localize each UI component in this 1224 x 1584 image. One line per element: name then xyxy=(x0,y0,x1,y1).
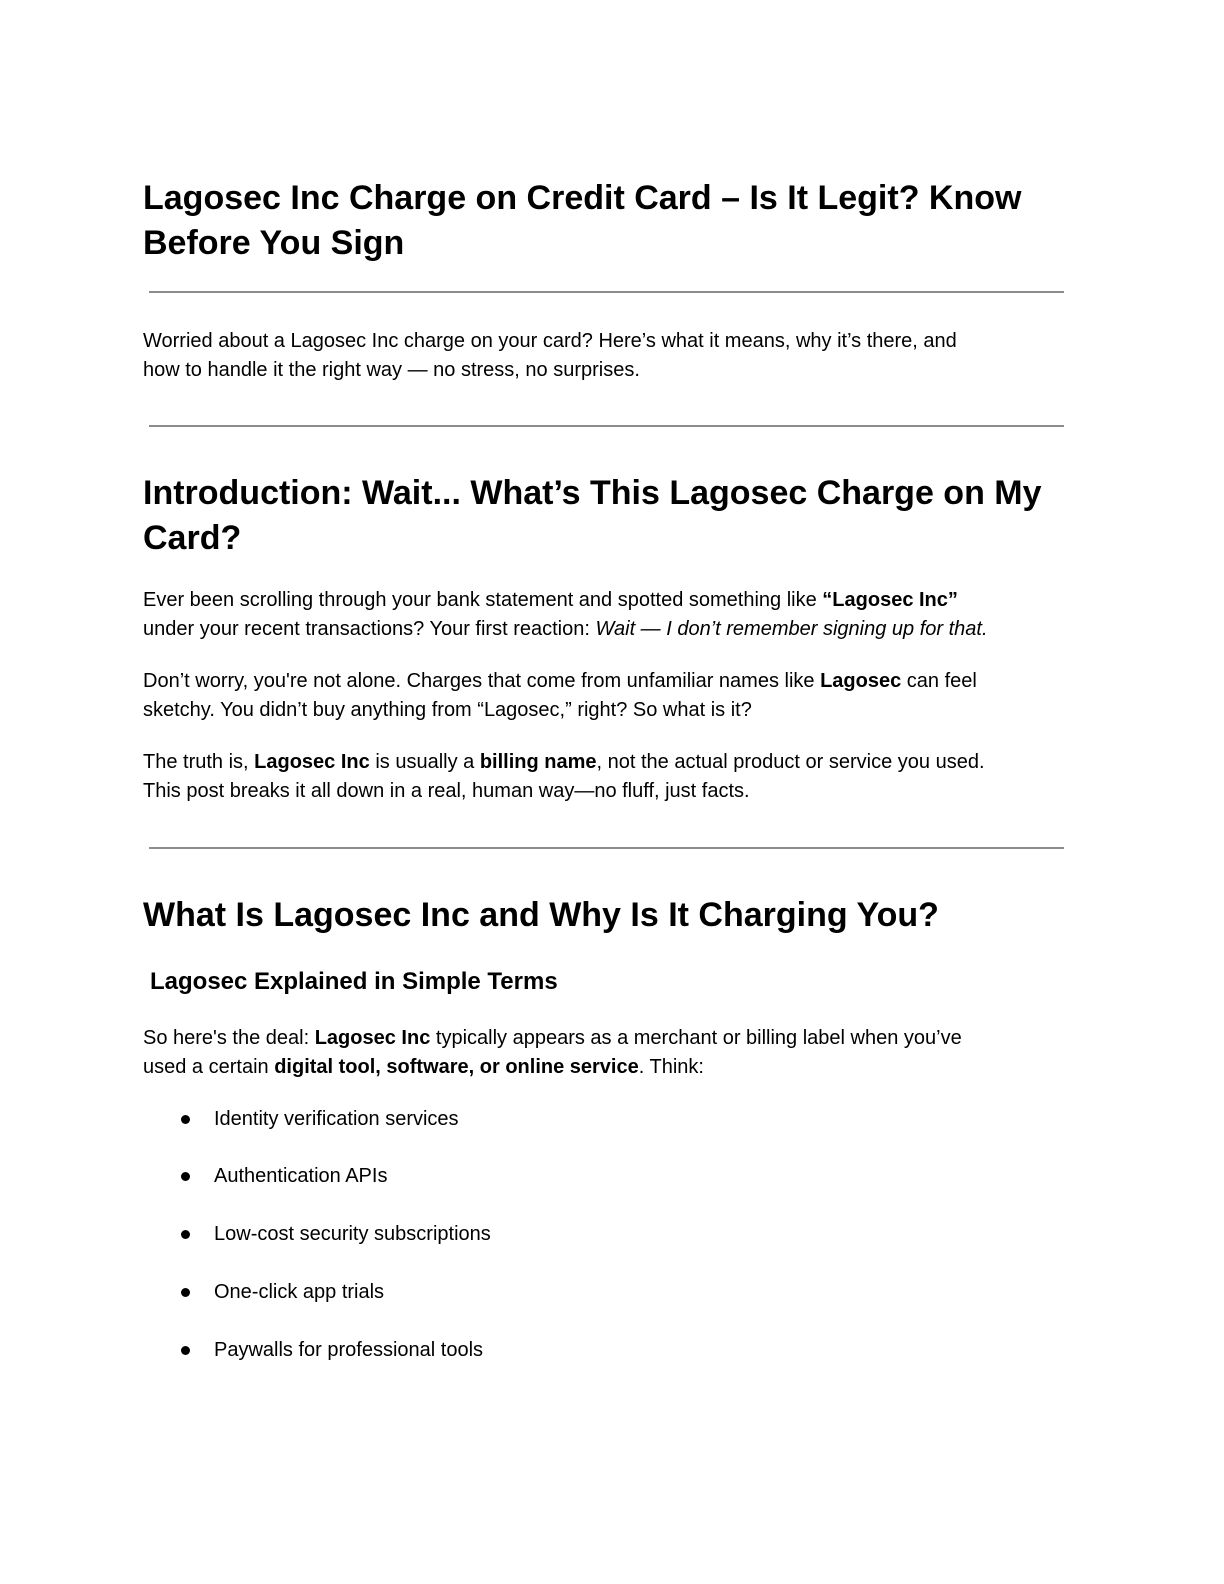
divider xyxy=(149,847,1064,849)
intro-heading xyxy=(143,471,1083,561)
intro-paragraph-1 xyxy=(143,586,1088,644)
intro-p2-text-3: sketchy. You didn’t buy anything from “Lagosec,” right? So what is it? xyxy=(143,699,752,721)
list-item-text: One-click app trials xyxy=(214,1281,385,1303)
intro-p2-text: Don’t worry, you're not alone. Charges that come from unfamiliar names like xyxy=(143,670,821,692)
intro-heading-line-2: Card? xyxy=(143,519,242,557)
intro-p3-bold: Lagosec Inc xyxy=(254,751,370,773)
intro-heading-line-1: Introduction: Wait... What’s This Lagosec Charge on My xyxy=(143,474,1042,512)
intro-paragraph-2 xyxy=(143,667,1088,725)
page-title-line-2: Before You Sign xyxy=(143,224,405,262)
section-p1-bold: Lagosec Inc xyxy=(314,1027,431,1049)
bullet-icon xyxy=(181,1172,190,1181)
section-subheading: Lagosec Explained in Simple Terms xyxy=(150,968,558,995)
intro-paragraph-3 xyxy=(143,748,1088,806)
bullet-icon xyxy=(181,1230,190,1239)
divider xyxy=(149,425,1064,427)
bullet-icon xyxy=(181,1115,190,1124)
intro-p1-italic: Wait — I don’t remember signing up for that. xyxy=(595,618,988,640)
intro-p2-text-2: can feel xyxy=(901,670,977,692)
section-p1-text: So here's the deal: xyxy=(143,1027,315,1049)
list-item-text: Authentication APIs xyxy=(214,1165,388,1187)
section-paragraph xyxy=(143,1024,1088,1082)
section-heading: What Is Lagosec Inc and Why Is It Charging You? xyxy=(143,896,939,934)
list-item-text: Paywalls for professional tools xyxy=(214,1339,484,1361)
section-p1-text-3: used a certain xyxy=(143,1056,275,1078)
bullet-icon xyxy=(181,1346,190,1355)
divider xyxy=(149,291,1064,293)
intro-p3-bold-2: billing name xyxy=(479,751,597,773)
intro-p1-bold: “Lagosec Inc” xyxy=(822,589,958,611)
page-title-line-1: Lagosec Inc Charge on Credit Card – Is It Legit? Know xyxy=(143,179,1022,217)
intro-p3-text-3: , not the actual product or service you used. xyxy=(596,751,985,773)
intro-p1-text: Ever been scrolling through your bank statement and spotted something like xyxy=(143,589,823,611)
intro-p3-text-2: is usually a xyxy=(369,751,480,773)
page-title xyxy=(143,176,1083,266)
list-item-text: Identity verification services xyxy=(214,1108,459,1130)
summary-line-1: Worried about a Lagosec Inc charge on your card? Here’s what it means, why it’s there, and xyxy=(143,330,957,352)
section-p1-text-4: . Think: xyxy=(638,1056,704,1078)
summary-paragraph xyxy=(143,327,1088,385)
bullet-icon xyxy=(181,1288,190,1297)
intro-p1-text-2: under your recent transactions? Your first reaction: xyxy=(143,618,596,640)
section-p1-bold-2: digital tool, software, or online service xyxy=(274,1056,639,1078)
section-p1-text-2: typically appears as a merchant or billing label when you’ve xyxy=(430,1027,962,1049)
list-item-text: Low-cost security subscriptions xyxy=(214,1223,491,1245)
intro-p2-bold: Lagosec xyxy=(820,670,902,692)
intro-p3-text: The truth is, xyxy=(143,751,255,773)
summary-line-2: how to handle it the right way — no stress, no surprises. xyxy=(143,359,640,381)
intro-p3-text-4: This post breaks it all down in a real, human way—no fluff, just facts. xyxy=(143,780,750,802)
